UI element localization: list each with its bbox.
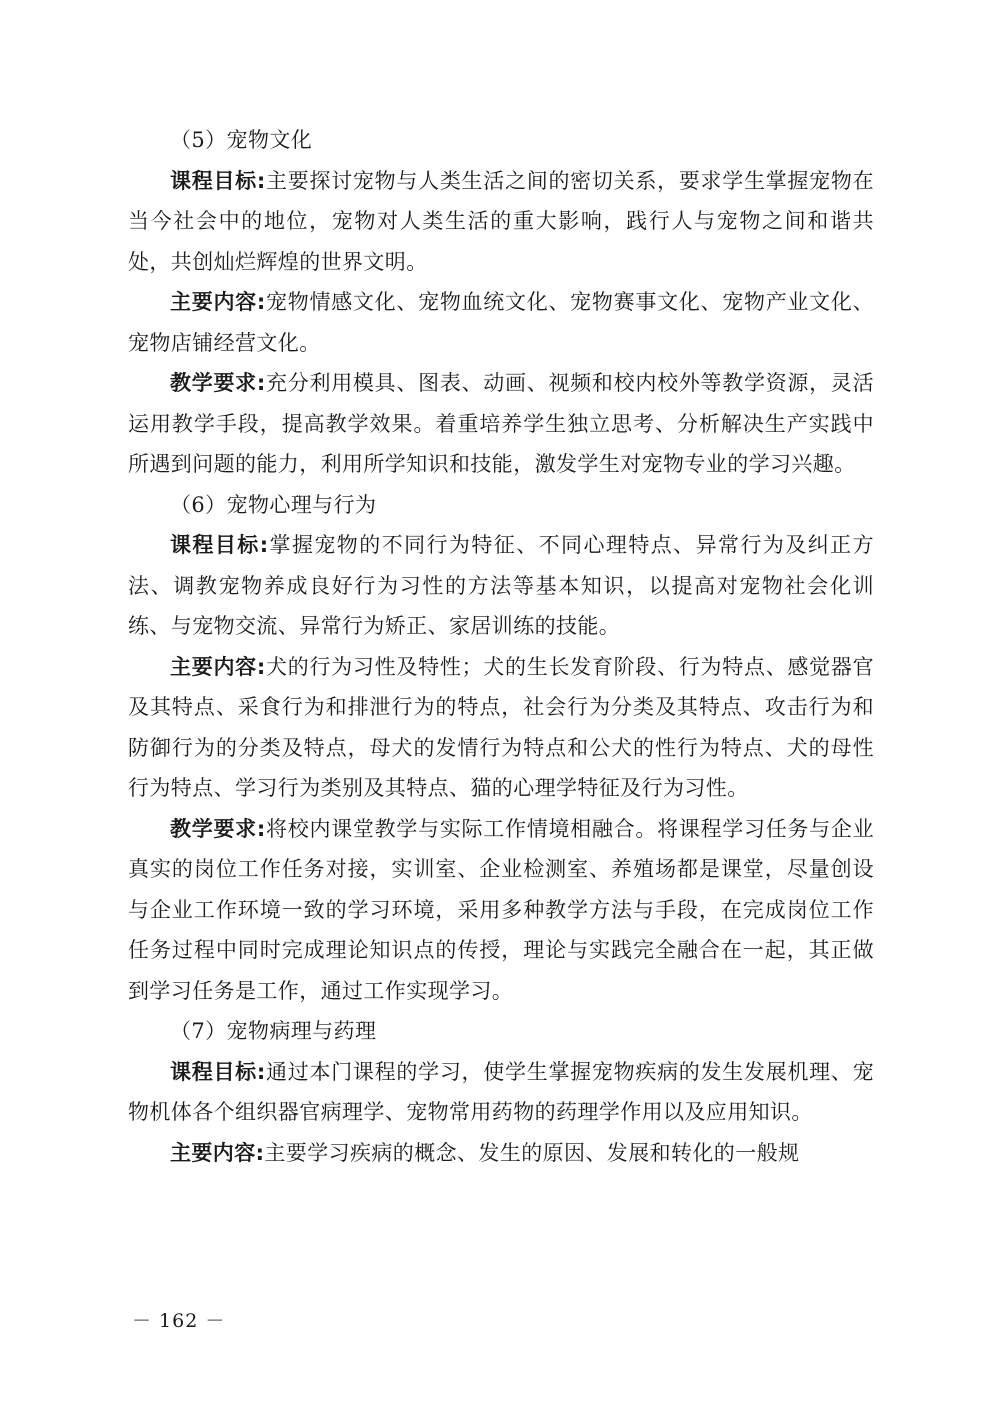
page-number: － 162 － bbox=[132, 1310, 226, 1332]
teaching-requirement-text: 充分利用模具、图表、动画、视频和校内校外等教学资源，灵活运用教学手段，提高教学效果。着重培养学生独立思考、分析解决生产实践中所遇到问题的能力，利用所学知识和技能，激发学生对宠物专业的学习兴趣。 bbox=[128, 371, 874, 476]
teaching-requirement-paragraph bbox=[128, 363, 874, 485]
section-heading-pet-pathology: （7）宠物病理与药理 bbox=[170, 1019, 377, 1043]
section-heading-pet-psychology: （6）宠物心理与行为 bbox=[170, 492, 377, 517]
main-content-text: 宠物情感文化、宠物血统文化、宠物赛事文化、宠物产业文化、宠物店铺经营文化。 bbox=[128, 290, 874, 355]
course-objective-text: 掌握宠物的不同行为特征、不同心理特点、异常行为及纠正方法、调教宠物养成良好行为习性的方法等基本知识，以提高对宠物社会化训练、与宠物交流、异常行为矫正、家居训练的技能。 bbox=[128, 533, 874, 638]
main-content-text: 犬的行为习性及特性；犬的生长发育阶段、行为特点、感觉器官及其特点、采食行为和排泄行为的特点，社会行为分类及其特点、攻击行为和防御行为的分类及特点，母犬的发情行为特点和公犬的性行为特点、犬的母性行为特点、学习行为类别及其特点、猫的心理学特征及行为习性。 bbox=[128, 654, 874, 800]
teaching-requirement-term: 教学要求: bbox=[170, 371, 266, 395]
teaching-requirement-term: 教学要求: bbox=[170, 816, 266, 841]
course-objective-term: 课程目标: bbox=[170, 1059, 266, 1084]
main-content-term: 主要内容: bbox=[170, 1140, 265, 1165]
teaching-requirement-paragraph bbox=[128, 809, 874, 1012]
main-content-paragraph bbox=[128, 647, 874, 809]
course-objective-term: 课程目标: bbox=[170, 168, 266, 193]
main-content-paragraph bbox=[128, 1133, 874, 1174]
course-objective-paragraph bbox=[128, 1052, 874, 1133]
course-objective-text: 主要探讨宠物与人类生活之间的密切关系，要求学生掌握宠物在当今社会中的地位，宠物对人类生活的重大影响，践行人与宠物之间和谐共处，共创灿烂辉煌的世界文明。 bbox=[128, 168, 874, 274]
main-content-text: 主要学习疾病的概念、发生的原因、发展和转化的一般规 bbox=[264, 1140, 800, 1165]
document-page bbox=[128, 120, 874, 1173]
course-objective-paragraph bbox=[128, 525, 874, 647]
section-heading-pet-culture: （5）宠物文化 bbox=[170, 128, 313, 152]
main-content-term: 主要内容: bbox=[170, 290, 266, 314]
course-objective-paragraph bbox=[128, 161, 874, 283]
main-content-term: 主要内容: bbox=[170, 654, 266, 679]
course-objective-text: 通过本门课程的学习，使学生掌握宠物疾病的发生发展机理、宠物机体各个组织器官病理学、宠物常用药物的药理学作用以及应用知识。 bbox=[128, 1059, 874, 1124]
main-content-paragraph bbox=[128, 282, 874, 363]
course-objective-term: 课程目标: bbox=[170, 533, 269, 557]
teaching-requirement-text: 将校内课堂教学与实际工作情境相融合。将课程学习任务与企业真实的岗位工作任务对接，实训室、企业检测室、养殖场都是课堂，尽量创设与企业工作环境一致的学习环境，采用多种教学方法与手段，在完成岗位工作任务过程中同时完成理论知识点的传授，理论与实践完全融合在一起，其正做到学习任务是工作，通过工作实现学习。 bbox=[128, 816, 874, 1003]
